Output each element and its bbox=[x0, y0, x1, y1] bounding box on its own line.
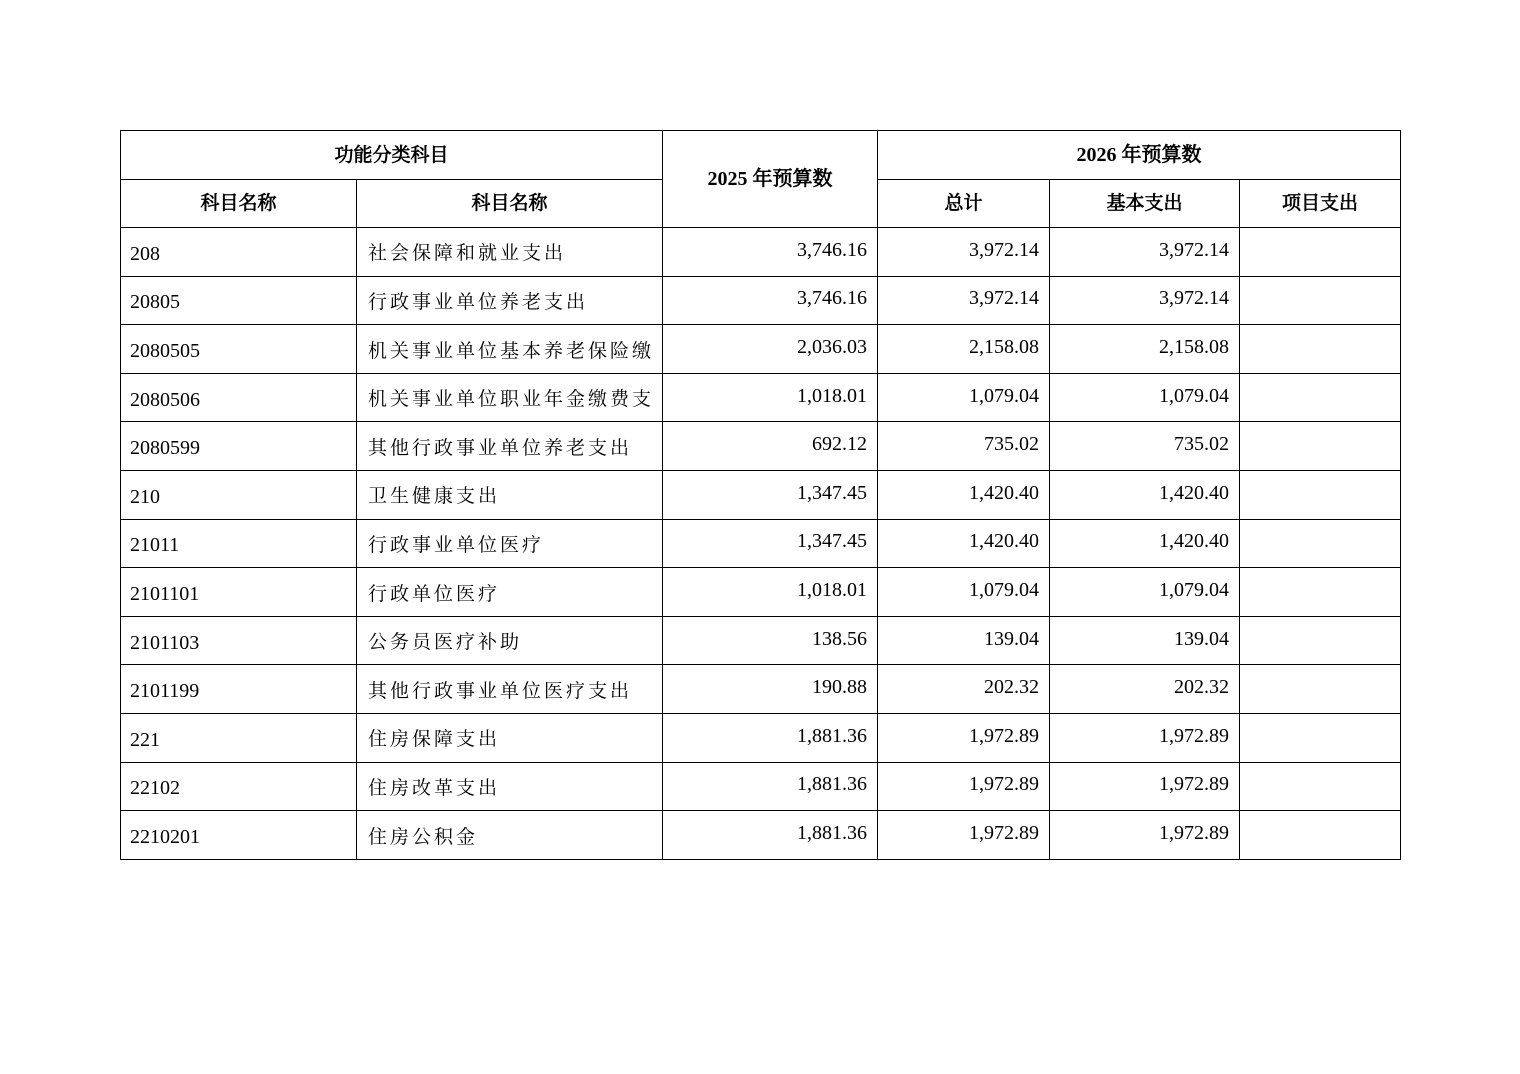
total-2026-cell: 1,420.40 bbox=[878, 470, 1050, 519]
budget-2025-cell: 138.56 bbox=[663, 616, 878, 665]
basic-2026-cell: 3,972.14 bbox=[1050, 228, 1240, 277]
table-row bbox=[121, 811, 1401, 860]
total-2026-cell: 1,420.40 bbox=[878, 519, 1050, 568]
subject-name-cell: 公务员医疗补助 bbox=[357, 616, 663, 665]
project-2026-cell bbox=[1240, 373, 1401, 422]
header-subject-code: 科目名称 bbox=[121, 180, 357, 228]
table-row bbox=[121, 276, 1401, 325]
subject-code-cell: 210 bbox=[121, 470, 357, 519]
subject-code-cell: 208 bbox=[121, 228, 357, 277]
subject-name-cell: 机关事业单位职业年金缴费支 bbox=[357, 373, 663, 422]
total-2026-cell: 3,972.14 bbox=[878, 276, 1050, 325]
budget-2025-cell: 1,347.45 bbox=[663, 519, 878, 568]
budget-2025-cell: 1,347.45 bbox=[663, 470, 878, 519]
header-budget-2026: 2026 年预算数 bbox=[878, 131, 1401, 180]
budget-2025-cell: 1,018.01 bbox=[663, 373, 878, 422]
total-2026-cell: 1,972.89 bbox=[878, 762, 1050, 811]
budget-2025-cell: 3,746.16 bbox=[663, 276, 878, 325]
subject-code-cell: 2101101 bbox=[121, 568, 357, 617]
subject-code-cell: 21011 bbox=[121, 519, 357, 568]
project-2026-cell bbox=[1240, 616, 1401, 665]
basic-2026-cell: 1,972.89 bbox=[1050, 811, 1240, 860]
total-2026-cell: 1,079.04 bbox=[878, 568, 1050, 617]
table-row bbox=[121, 519, 1401, 568]
basic-2026-cell: 1,420.40 bbox=[1050, 470, 1240, 519]
table-row bbox=[121, 325, 1401, 374]
subject-code-cell: 20805 bbox=[121, 276, 357, 325]
header-budget-2025: 2025 年预算数 bbox=[663, 131, 878, 228]
subject-code-cell: 2101199 bbox=[121, 665, 357, 714]
total-2026-cell: 1,972.89 bbox=[878, 713, 1050, 762]
subject-code-cell: 22102 bbox=[121, 762, 357, 811]
budget-2025-cell: 1,881.36 bbox=[663, 811, 878, 860]
header-basic-expense: 基本支出 bbox=[1050, 180, 1240, 228]
budget-2025-cell: 3,746.16 bbox=[663, 228, 878, 277]
subject-code-cell: 2080505 bbox=[121, 325, 357, 374]
table-row bbox=[121, 373, 1401, 422]
project-2026-cell bbox=[1240, 713, 1401, 762]
project-2026-cell bbox=[1240, 762, 1401, 811]
subject-name-cell: 其他行政事业单位医疗支出 bbox=[357, 665, 663, 714]
subject-name-cell: 行政事业单位养老支出 bbox=[357, 276, 663, 325]
subject-name-cell: 行政事业单位医疗 bbox=[357, 519, 663, 568]
budget-2025-cell: 2,036.03 bbox=[663, 325, 878, 374]
project-2026-cell bbox=[1240, 665, 1401, 714]
budget-2025-cell: 1,881.36 bbox=[663, 713, 878, 762]
project-2026-cell bbox=[1240, 811, 1401, 860]
header-row-1 bbox=[121, 131, 1401, 180]
table-row bbox=[121, 470, 1401, 519]
subject-code-cell: 2080599 bbox=[121, 422, 357, 471]
header-functional-category: 功能分类科目 bbox=[121, 131, 663, 180]
project-2026-cell bbox=[1240, 519, 1401, 568]
basic-2026-cell: 3,972.14 bbox=[1050, 276, 1240, 325]
project-2026-cell bbox=[1240, 422, 1401, 471]
total-2026-cell: 139.04 bbox=[878, 616, 1050, 665]
project-2026-cell bbox=[1240, 470, 1401, 519]
total-2026-cell: 735.02 bbox=[878, 422, 1050, 471]
table-row bbox=[121, 422, 1401, 471]
subject-code-cell: 2080506 bbox=[121, 373, 357, 422]
subject-code-cell: 2210201 bbox=[121, 811, 357, 860]
table-row bbox=[121, 665, 1401, 714]
table-row bbox=[121, 568, 1401, 617]
header-subject-name: 科目名称 bbox=[357, 180, 663, 228]
basic-2026-cell: 2,158.08 bbox=[1050, 325, 1240, 374]
basic-2026-cell: 1,972.89 bbox=[1050, 762, 1240, 811]
basic-2026-cell: 1,079.04 bbox=[1050, 568, 1240, 617]
budget-table bbox=[120, 130, 1401, 860]
table-row bbox=[121, 228, 1401, 277]
subject-name-cell: 其他行政事业单位养老支出 bbox=[357, 422, 663, 471]
table-row bbox=[121, 616, 1401, 665]
subject-name-cell: 住房公积金 bbox=[357, 811, 663, 860]
total-2026-cell: 1,972.89 bbox=[878, 811, 1050, 860]
subject-name-cell: 住房改革支出 bbox=[357, 762, 663, 811]
total-2026-cell: 3,972.14 bbox=[878, 228, 1050, 277]
table-row bbox=[121, 713, 1401, 762]
subject-name-cell: 卫生健康支出 bbox=[357, 470, 663, 519]
header-project-expense: 项目支出 bbox=[1240, 180, 1401, 228]
project-2026-cell bbox=[1240, 228, 1401, 277]
subject-name-cell: 机关事业单位基本养老保险缴 bbox=[357, 325, 663, 374]
total-2026-cell: 2,158.08 bbox=[878, 325, 1050, 374]
header-total: 总计 bbox=[878, 180, 1050, 228]
table-header bbox=[121, 131, 1401, 228]
basic-2026-cell: 735.02 bbox=[1050, 422, 1240, 471]
basic-2026-cell: 202.32 bbox=[1050, 665, 1240, 714]
total-2026-cell: 202.32 bbox=[878, 665, 1050, 714]
subject-code-cell: 2101103 bbox=[121, 616, 357, 665]
project-2026-cell bbox=[1240, 325, 1401, 374]
basic-2026-cell: 1,972.89 bbox=[1050, 713, 1240, 762]
basic-2026-cell: 1,079.04 bbox=[1050, 373, 1240, 422]
subject-code-cell: 221 bbox=[121, 713, 357, 762]
subject-name-cell: 社会保障和就业支出 bbox=[357, 228, 663, 277]
budget-2025-cell: 190.88 bbox=[663, 665, 878, 714]
budget-2025-cell: 692.12 bbox=[663, 422, 878, 471]
budget-2025-cell: 1,018.01 bbox=[663, 568, 878, 617]
subject-name-cell: 行政单位医疗 bbox=[357, 568, 663, 617]
project-2026-cell bbox=[1240, 276, 1401, 325]
budget-2025-cell: 1,881.36 bbox=[663, 762, 878, 811]
table-row bbox=[121, 762, 1401, 811]
table-body bbox=[121, 228, 1401, 860]
basic-2026-cell: 139.04 bbox=[1050, 616, 1240, 665]
total-2026-cell: 1,079.04 bbox=[878, 373, 1050, 422]
subject-name-cell: 住房保障支出 bbox=[357, 713, 663, 762]
project-2026-cell bbox=[1240, 568, 1401, 617]
basic-2026-cell: 1,420.40 bbox=[1050, 519, 1240, 568]
